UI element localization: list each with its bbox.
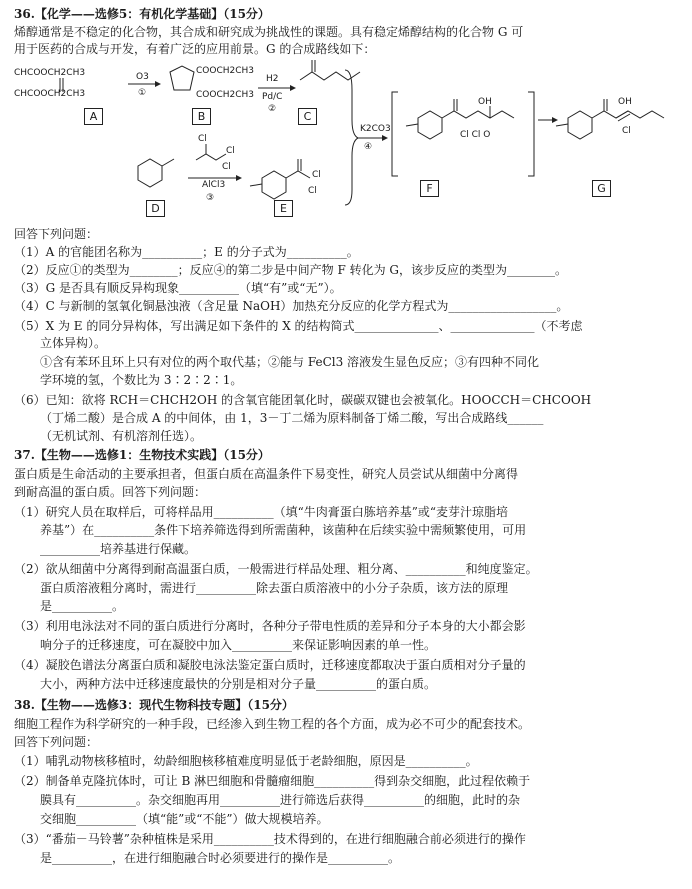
step4-number: ④ xyxy=(364,142,373,152)
q38-line-5: 膜具有__________。杂交细胞再用__________进行筛选后获得__________的细胞，此时的杂 xyxy=(40,793,521,807)
q38-line-1: 细胞工程作为科学研究的一种手段，已经渗入到生物工程的各个方面，成为必不可少的配套技术。 xyxy=(14,717,531,731)
q36-item-5-cond-2: 学环境的氢，个数比为 3∶2∶2∶1。 xyxy=(40,373,243,387)
q36-item-6-cont-2: （无机试剂、有机溶剂任选）。 xyxy=(40,429,203,443)
step1-number: ① xyxy=(138,88,147,98)
E-chlorine-top: Cl xyxy=(312,170,321,180)
label-box-C: C xyxy=(298,108,317,125)
label-box-A: A xyxy=(84,108,103,125)
q36-item-6: （6）已知：欲将 RCH＝CHCH2OH 的含氧官能团氧化时，碳碳双键也会被氧化。HOOCCH＝CHCOOH xyxy=(14,393,592,407)
q38-line-6: 交细胞__________（填“能”或“不能”）做大规模培养。 xyxy=(40,812,329,826)
q38-line-3: （1）哺乳动物核移植时，幼龄细胞核移植难度明显低于老龄细胞，原因是__________。 xyxy=(14,754,478,768)
label-box-E: E xyxy=(274,200,293,217)
q36-item-6-cont-1: （丁烯二酸）是合成 A 的中间体，由 1，3－丁二烯为原料制备丁烯二酸，写出合成路线______ xyxy=(40,411,544,425)
label-box-G: G xyxy=(592,180,611,197)
G-chlorine: Cl xyxy=(622,126,631,136)
q38-line-2: 回答下列问题： xyxy=(14,735,99,749)
step1-reagent: O3 xyxy=(136,72,149,82)
q36-item-2: （2）反应①的类型为________；反应④的第二步是中间产物 F 转化为 G，该步反应的类型为________。 xyxy=(14,263,567,277)
G-hydroxyl: OH xyxy=(618,97,632,107)
q38-line-8: 是__________，在进行细胞融合时必须要进行的操作是__________。 xyxy=(40,851,401,865)
E-chlorine-bottom: Cl xyxy=(308,186,317,196)
reagent-chlorine-bottom: Cl xyxy=(222,162,231,172)
q37-line-10: 响分子的迁移速度，可在凝胶中加入__________来保证影响因素的单一性。 xyxy=(40,638,437,652)
label-box-F: F xyxy=(420,180,439,197)
q37-header: 37.【生物——选修1：生物技术实践】（15分） xyxy=(14,448,270,462)
q37-line-6: （2）欲从细菌中分离得到耐高温蛋白质，一般需进行样品处理、粗分离、__________和纯度鉴定。 xyxy=(14,562,538,576)
q37-line-11: （4）凝胶色谱法分离蛋白质和凝胶电泳法鉴定蛋白质时，迁移速度都取决于蛋白质相对分子量的 xyxy=(14,658,526,672)
q36-intro-line-2: 用于医药的合成与开发，有着广泛的应用前景。G 的合成路线如下： xyxy=(14,42,376,56)
compound-A-line-1: CHCOOCH2CH3 xyxy=(14,68,86,78)
q37-line-2: 到耐高温的蛋白质。回答下列问题： xyxy=(14,485,207,499)
F-hydroxyl: OH xyxy=(478,97,492,107)
step4-reagent: K2CO3 xyxy=(360,124,391,134)
q37-line-5: __________培养基进行保藏。 xyxy=(40,542,197,556)
reagent-chlorine-right: Cl xyxy=(226,146,235,156)
q37-line-7: 蛋白质溶液粗分离时，需进行__________除去蛋白质溶液中的小分子杂质，该方法的原理 xyxy=(40,581,509,595)
q38-header: 38.【生物——选修3：现代生物科技专题】（15分） xyxy=(14,698,294,712)
step2-reagent-top: H2 xyxy=(266,74,279,84)
q36-header: 36.【化学——选修5：有机化学基础】（15分） xyxy=(14,7,270,21)
label-box-B: B xyxy=(192,108,211,125)
reagent-chlorine-top: Cl xyxy=(198,134,207,144)
step2-number: ② xyxy=(268,104,277,114)
step3-reagent: AlCl3 xyxy=(202,180,226,190)
q36-item-5: （5）X 为 E 的同分异构体，写出满足如下条件的 X 的结构简式______________、______________（不考虑 xyxy=(14,319,583,333)
q36-item-1: （1）A 的官能团名称为__________；E 的分子式为__________。 xyxy=(14,245,359,259)
q37-line-8: 是__________。 xyxy=(40,599,125,613)
q37-line-3: （1）研究人员在取样后，可将样品用__________（填“牛肉膏蛋白胨培养基”或“麦芽汁琼脂培 xyxy=(14,505,509,519)
q36-prompt: 回答下列问题： xyxy=(14,227,99,241)
q36-intro-line-1: 烯醇通常是不稳定的化合物，其合成和研究成为挑战性的课题。具有稳定烯醇结构的化合物 G 可 xyxy=(14,25,524,39)
q37-line-12: 大小，两种方法中迁移速度最快的分别是相对分子量__________的蛋白质。 xyxy=(40,677,437,691)
q37-line-9: （3）利用电泳法对不同的蛋白质进行分离时，各种分子带电性质的差异和分子本身的大小都会影 xyxy=(14,619,526,633)
step2-reagent-bottom: Pd/C xyxy=(262,92,283,102)
q36-item-5-cond-1: ①含有苯环且环上只有对位的两个取代基；②能与 FeCl3 溶液发生显色反应；③有四种不同化 xyxy=(40,355,540,369)
q36-item-3: （3）G 是否具有顺反异构现象__________（填“有”或“无”）。 xyxy=(14,281,342,295)
q36-item-4: （4）C 与新制的氢氧化铜悬浊液（含足量 NaOH）加热充分反应的化学方程式为__________________。 xyxy=(14,299,569,313)
compound-B-bottom: COOCH2CH3 xyxy=(196,90,255,100)
q37-line-4: 养基”）在__________条件下培养筛选得到所需菌种，该菌种在后续实验中需频繁使用，可用 xyxy=(40,523,527,537)
q36-item-5-cont: 立体异构）。 xyxy=(40,336,107,350)
q38-line-7: （3）“番茄－马铃薯”杂种植株是采用__________技术得到的，在进行细胞融合前必须进行的操作 xyxy=(14,832,526,846)
step3-number: ③ xyxy=(206,193,215,203)
compound-A-line-2: CHCOOCH2CH3 xyxy=(14,89,86,99)
q38-line-4: （2）制备单克隆抗体时，可让 B 淋巴细胞和骨髓瘤细胞__________得到杂交细胞，此过程依赖于 xyxy=(14,774,531,788)
q37-line-1: 蛋白质是生命活动的主要承担者，但蛋白质在高温条件下易变性，研究人员尝试从细菌中分离得 xyxy=(14,467,519,481)
compound-B-top: COOCH2CH3 xyxy=(196,66,255,76)
label-box-D: D xyxy=(146,200,165,217)
F-substituents: Cl Cl O xyxy=(460,130,491,140)
